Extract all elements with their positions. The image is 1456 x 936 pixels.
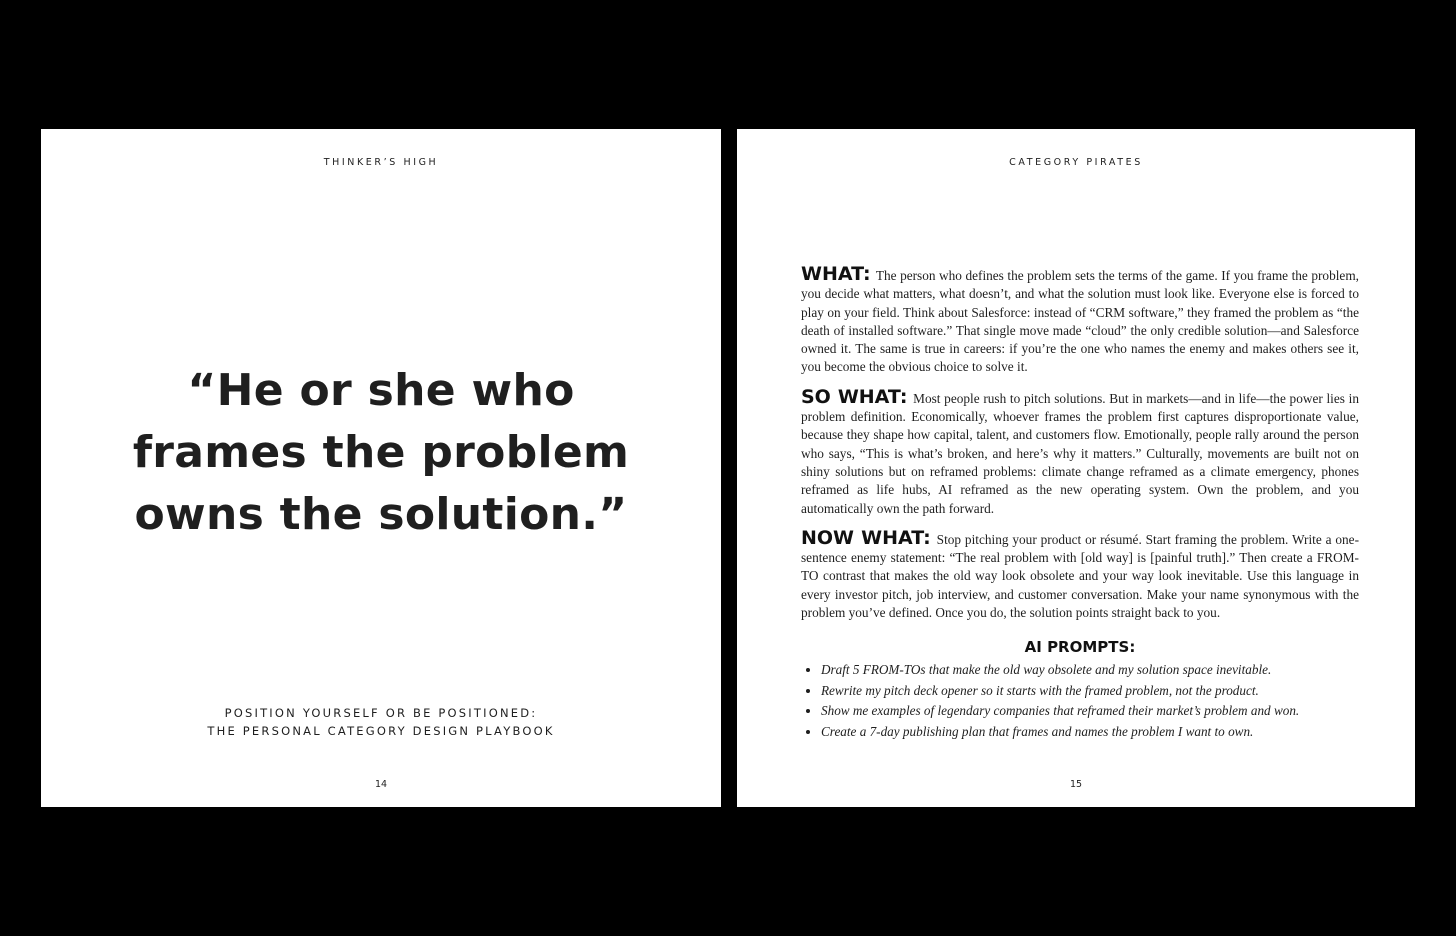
quote-line: “He or she who <box>187 365 575 416</box>
quote-line: frames the problem <box>132 427 630 478</box>
subtitle-line: THE PERSONAL CATEGORY DESIGN PLAYBOOK <box>207 724 555 738</box>
page-number: 14 <box>374 779 388 790</box>
left-page <box>41 129 721 807</box>
running-head: CATEGORY PIRATES <box>1009 157 1143 168</box>
right-page <box>737 129 1415 807</box>
section-so-what <box>801 385 1359 518</box>
body-text <box>801 265 1359 742</box>
list-item: • Show me examples of legendary companies that reframed their market’s problem and won. <box>821 701 1359 722</box>
subtitle-line: POSITION YOURSELF OR BE POSITIONED: <box>224 706 538 720</box>
ai-prompts-list <box>801 660 1359 742</box>
section-text: The person who defines the problem sets the terms of the game. If you frame the problem, you decide what matters, what doesn’t, and what the solution must look like. Everyone else is forced to play on your field. Think about Salesforce: instead of “CRM software,” they framed the problem as “the death of installed software.” That single move made “cloud” the only credible solution—and Salesforce owned it. The same is true in careers: if you’re the one who names the enemy and makes others see it, you become the obvious choice to solve it. <box>801 268 1359 375</box>
quote-line: owns the solution.” <box>134 489 628 540</box>
list-item: • Draft 5 FROM-TOs that make the old way obsolete and my solution space inevitable. <box>821 660 1359 681</box>
book-subtitle <box>41 704 721 740</box>
section-heading: NOW WHAT: <box>801 526 931 549</box>
section-heading: WHAT: <box>801 263 871 285</box>
list-item: • Create a 7-day publishing plan that frames and names the problem I want to own. <box>821 722 1359 743</box>
page-number: 15 <box>1069 779 1083 790</box>
section-what <box>801 265 1359 377</box>
running-head: THINKER’S HIGH <box>323 157 439 168</box>
section-text: Most people rush to pitch solutions. But in markets—and in life—the power lies in problem definition. Economically, whoever frames the problem first captures disproportionate value, because they shape how capital, talent, and customers flow. Emotionally, people rally around the person who says, “This is what’s broken, and here’s why it matters.” Culturally, movements are built not on shiny solutions but on reframed problems: climate change reframed as a climate emergency, phones reframed as life hubs, AI reframed as the new operating system. Own the problem, and you automatically own the path forward. <box>801 390 1359 516</box>
pull-quote <box>41 360 721 546</box>
list-item: • Rewrite my pitch deck opener so it starts with the framed problem, not the product. <box>821 681 1359 702</box>
ai-prompts-heading: AI PROMPTS: <box>1024 638 1136 657</box>
section-now-what <box>801 526 1360 622</box>
section-text: Stop pitching your product or résumé. Start framing the problem. Write a one-sentence enemy statement: “The real problem with [old way] is [painful truth].” Then create a FROM-TO contrast that makes the old way look obsolete and your way look inevitable. Use this language in every investor pitch, job interview, and customer conversation. Make your name synonymous with the problem you’ve defined. Once you do, the solution points straight back to you. <box>801 531 1360 621</box>
section-heading: SO WHAT: <box>801 385 908 408</box>
